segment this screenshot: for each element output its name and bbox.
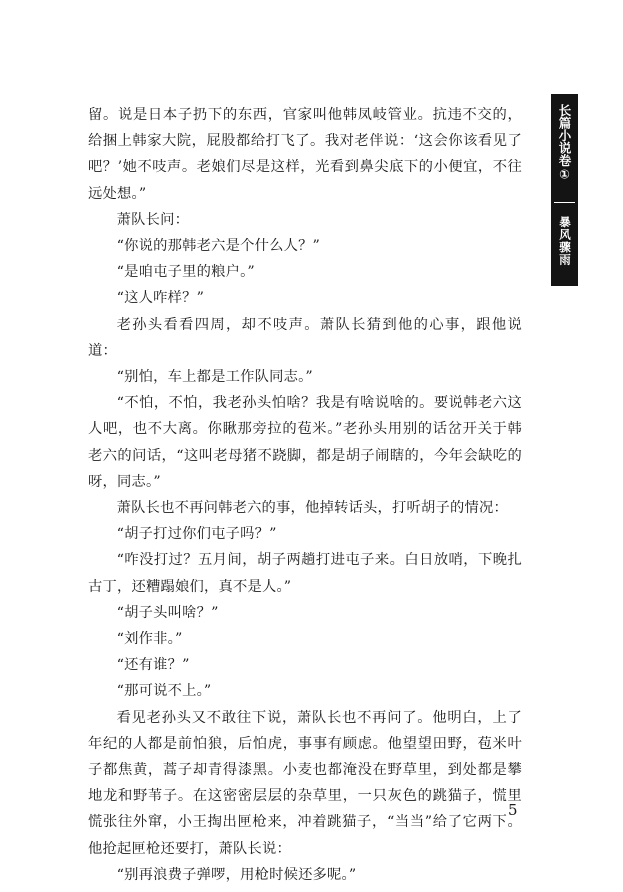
paragraph: “胡子打过你们屯子吗？” [116,526,277,543]
page-number: 5 [508,801,518,819]
paragraph: “不怕，不怕，我老孙头怕啥？我是有啥说啥的。要说韩老六这人吧，也不大离。你瞅那旁拉的苞米。”老孙头用别的话岔开关于韩老六的问话，“这叫老母猪不跷脚，都是胡子闹瞎的，今年会缺吃的呀，同志。” [88,395,522,490]
paragraph: “咋没打过？五月间，胡子两趟打进屯子来。白日放哨，下晚扎古丁，还糟蹋娘们，真不是人。” [88,552,522,595]
paragraph: “刘作非。” [116,631,183,648]
book-title: 暴风骤雨 [558,216,572,266]
paragraph: “别怕，车上都是工作队同志。” [116,369,313,386]
side-tab-divider [554,202,575,203]
paragraph: “胡子头叫啥？” [116,604,219,621]
paragraph: “还有谁？” [116,657,190,674]
page-body [88,102,522,888]
paragraph: 萧队长也不再问韩老六的事，他掉转话头，打听胡子的情况： [116,500,509,517]
paragraph: “别再浪费子弹啰，用枪时候还多呢。” [116,866,357,883]
side-tab [551,94,578,286]
paragraph: 老孙头看看四周，却不吱声。萧队长猜到他的心事，跟他说道： [88,316,522,359]
series-title: 长篇小说卷① [557,104,572,182]
paragraph: 萧队长问： [116,211,190,228]
paragraph: “这人咋样？” [116,290,205,307]
paragraph: “你说的那韩老六是个什么人？” [116,238,321,255]
paragraph: 留。说是日本子扔下的东西，官家叫他韩凤岐管业。抗违不交的，给捆上韩家大院，屁股都给打飞了。我对老伴说：‘这会你该看见了吧？’她不吱声。老娘们尽是这样，光看到鼻尖底下的小便宜，不往远处想。” [88,107,522,202]
paragraph: 看见老孙头又不敢往下说，萧队长也不再问了。他明白，上了年纪的人都是前怕狼，后怕虎，事事有顾虑。他望望田野，苞米叶子都焦黄，蒿子却青得漆黑。小麦也都淹没在野草里，到处都是攀地龙和野苇子。在这密密层层的杂草里，一只灰色的跳猫子，慌里慌张往外窜，小王掏出匣枪来，冲着跳猫子，“当当”给了它两下。他抢起匣枪还要打，萧队长说： [88,709,522,857]
paragraph: “是咱屯子里的粮户。” [116,264,255,281]
paragraph: “那可说不上。” [116,683,212,700]
